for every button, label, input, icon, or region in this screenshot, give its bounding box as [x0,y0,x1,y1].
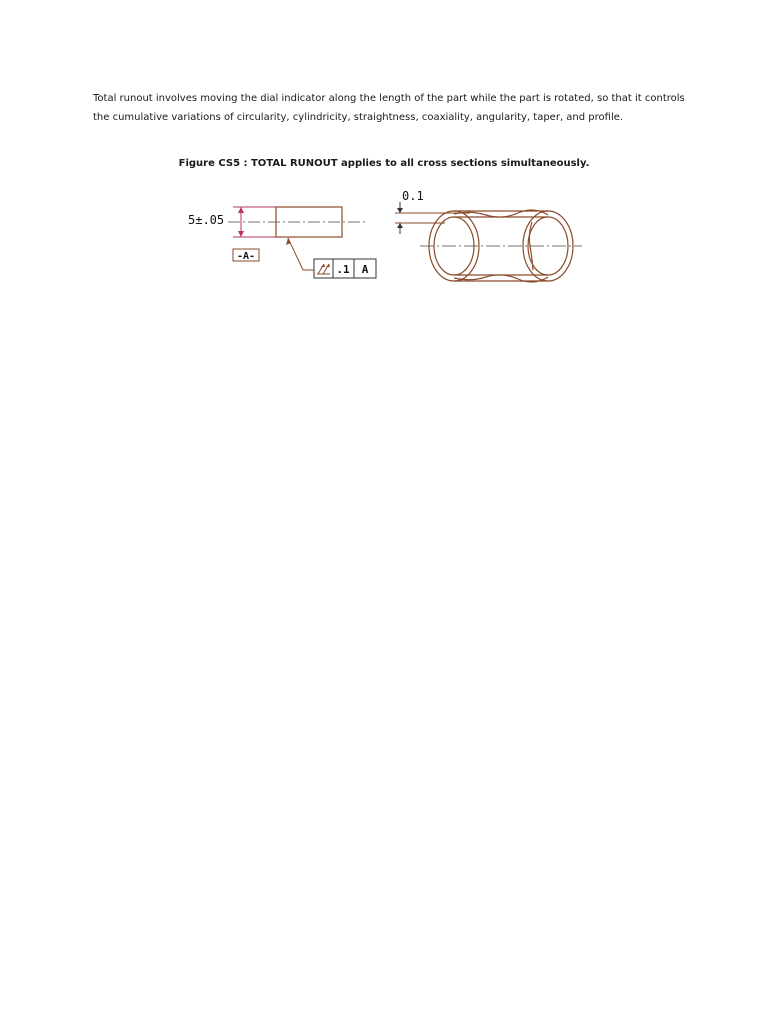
total-runout-figure [0,180,768,300]
datum-label: -A- [236,251,256,262]
frame-tolerance: .1 [336,263,350,276]
figure-caption: Figure CS5 : TOTAL RUNOUT applies to all cross sections simultaneously. [178,158,590,169]
zone-arrow-top [397,208,403,213]
body-paragraph: Total runout involves moving the dial indicator along the length of the part while the part is rotated, so that it controls the cumulative variations of circularity, cylindricity, straightness, coaxiality, angularity, taper, and profile. [93,93,685,123]
dimension-arrow-bottom [238,231,244,237]
frame-cell-symbol [314,259,333,278]
total-runout-icon [317,264,330,274]
zone-label: 0.1 [402,189,424,203]
part-drawing [188,207,376,278]
dimension-arrow-top [238,207,244,213]
frame-datum: A [361,263,369,276]
zone-arrow-bottom [397,223,403,228]
feature-control-frame [314,259,376,278]
tolerance-zone-drawing [395,189,582,282]
dimension-label: 5±.05 [188,213,225,227]
